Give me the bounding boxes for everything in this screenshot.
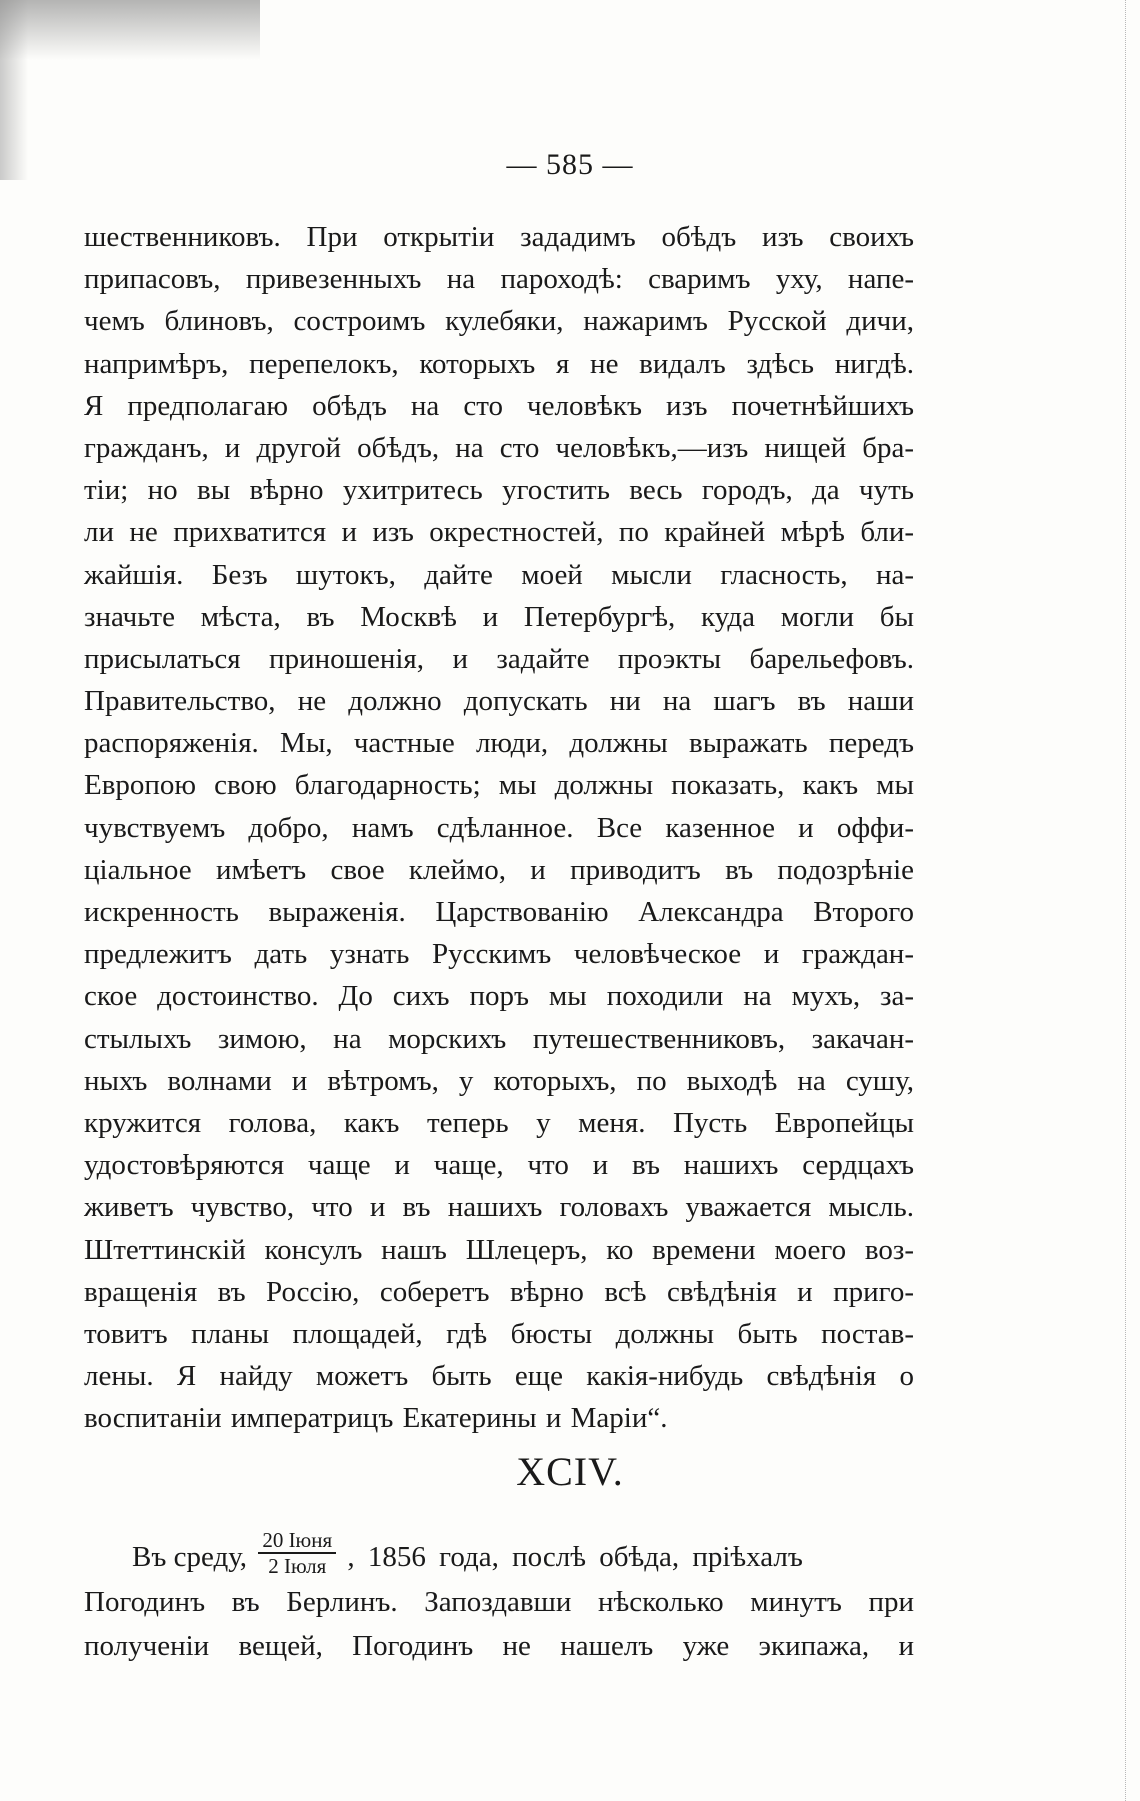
paragraph-lead: Въ среду, bbox=[132, 1541, 248, 1574]
text-line: ское достоинство. До сихъ поръ мы походили на мухъ, за- bbox=[84, 980, 914, 1013]
text-line: воспитаніи императрицъ Екатерины и Маріи“. bbox=[84, 1402, 668, 1435]
text-line: гражданъ, и другой обѣдъ, на сто человѣкъ,—изъ нищей бра- bbox=[84, 431, 914, 464]
text-line: жайшія. Безъ шутокъ, дайте моей мысли гласность, на- bbox=[84, 558, 914, 591]
paragraph-first-line bbox=[84, 1530, 914, 1580]
scan-edge-marks-right bbox=[1121, 0, 1126, 1801]
text-line: ли не прихватится и изъ окрестностей, по крайней мѣрѣ бли- bbox=[84, 516, 914, 549]
text-line: напримѣръ, перепелокъ, которыхъ я не видалъ здѣсь нигдѣ. bbox=[84, 347, 914, 380]
text-line: удостовѣряются чаще и чаще, что и въ нашихъ сердцахъ bbox=[84, 1149, 914, 1182]
text-line: тіи; но вы вѣрно ухитритесь угостить весь городъ, да чуть bbox=[84, 474, 914, 507]
paragraph-xciv bbox=[84, 1512, 914, 1668]
text-line: распоряженія. Мы, частные люди, должны выражать передъ bbox=[84, 727, 914, 760]
text-line: полученіи вещей, Погодинъ не нашелъ уже экипажа, и bbox=[84, 1630, 914, 1662]
text-line: Я предполагаю обѣдъ на сто человѣкъ изъ почетнѣйшихъ bbox=[84, 389, 914, 422]
text-line: ціальное имѣетъ свое клеймо, и приводитъ въ подозрѣніе bbox=[84, 853, 914, 886]
date-fraction bbox=[258, 1529, 336, 1577]
text-line: кружится голова, какъ теперь у меня. Пусть Европейцы bbox=[84, 1106, 914, 1139]
text-line: Правительство, не должно допускать ни на шагъ въ наши bbox=[84, 685, 914, 718]
text-line: предлежитъ дать узнать Русскимъ человѣческое и граждан- bbox=[84, 938, 914, 971]
section-heading: XCIV. bbox=[516, 1449, 624, 1494]
date-fraction-denominator: 2 Іюля bbox=[268, 1554, 327, 1579]
body-text bbox=[84, 216, 914, 1439]
text-line: шественниковъ. При открытіи зададимъ обѣдъ изъ своихъ bbox=[84, 221, 914, 253]
page-number: — 585 — bbox=[506, 148, 634, 181]
text-line: припасовъ, привезенныхъ на пароходѣ: сваримъ уху, напе- bbox=[84, 263, 914, 296]
text-line: чемъ блиновъ, состроимъ кулебяки, нажаримъ Русской дичи, bbox=[84, 305, 914, 338]
text-line: Штеттинскій консулъ нашъ Шлецеръ, ко времени моего воз- bbox=[84, 1233, 914, 1266]
date-fraction-numerator: 20 Іюня bbox=[258, 1529, 336, 1554]
text-line: чувствуемъ добро, намъ сдѣланное. Все казенное и оффи- bbox=[84, 811, 914, 844]
text-line: ныхъ волнами и вѣтромъ, у которыхъ, по выходѣ на сушу, bbox=[84, 1064, 914, 1097]
text-line: вращенія въ Россію, соберетъ вѣрно всѣ свѣдѣнія и приго- bbox=[84, 1275, 914, 1308]
text-line: лены. Я найду можетъ быть еще какія-нибудь свѣдѣнія о bbox=[84, 1360, 914, 1393]
text-line: Погодинъ въ Берлинъ. Запоздавши нѣсколько минутъ при bbox=[84, 1586, 914, 1618]
text-line: искренность выраженія. Царствованію Александра Второго bbox=[84, 896, 914, 928]
paragraph-first-line-rest: , 1856 года, послѣ обѣда, пріѣхалъ bbox=[347, 1541, 803, 1574]
text-line: значьте мѣста, въ Москвѣ и Петербургѣ, куда могли бы bbox=[84, 600, 914, 633]
text-line: стылыхъ зимою, на морскихъ путешественниковъ, закачан- bbox=[84, 1022, 914, 1055]
scan-edge-shadow-top bbox=[0, 0, 260, 60]
text-line: Европою свою благодарность; мы должны показать, какъ мы bbox=[84, 769, 914, 802]
text-line: товитъ планы площадей, гдѣ бюсты должны быть постав- bbox=[84, 1317, 914, 1350]
text-line: живетъ чувство, что и въ нашихъ головахъ уважается мысль. bbox=[84, 1191, 914, 1224]
text-line: присылаться приношенія, и задайте проэкты барельефовъ. bbox=[84, 642, 914, 675]
